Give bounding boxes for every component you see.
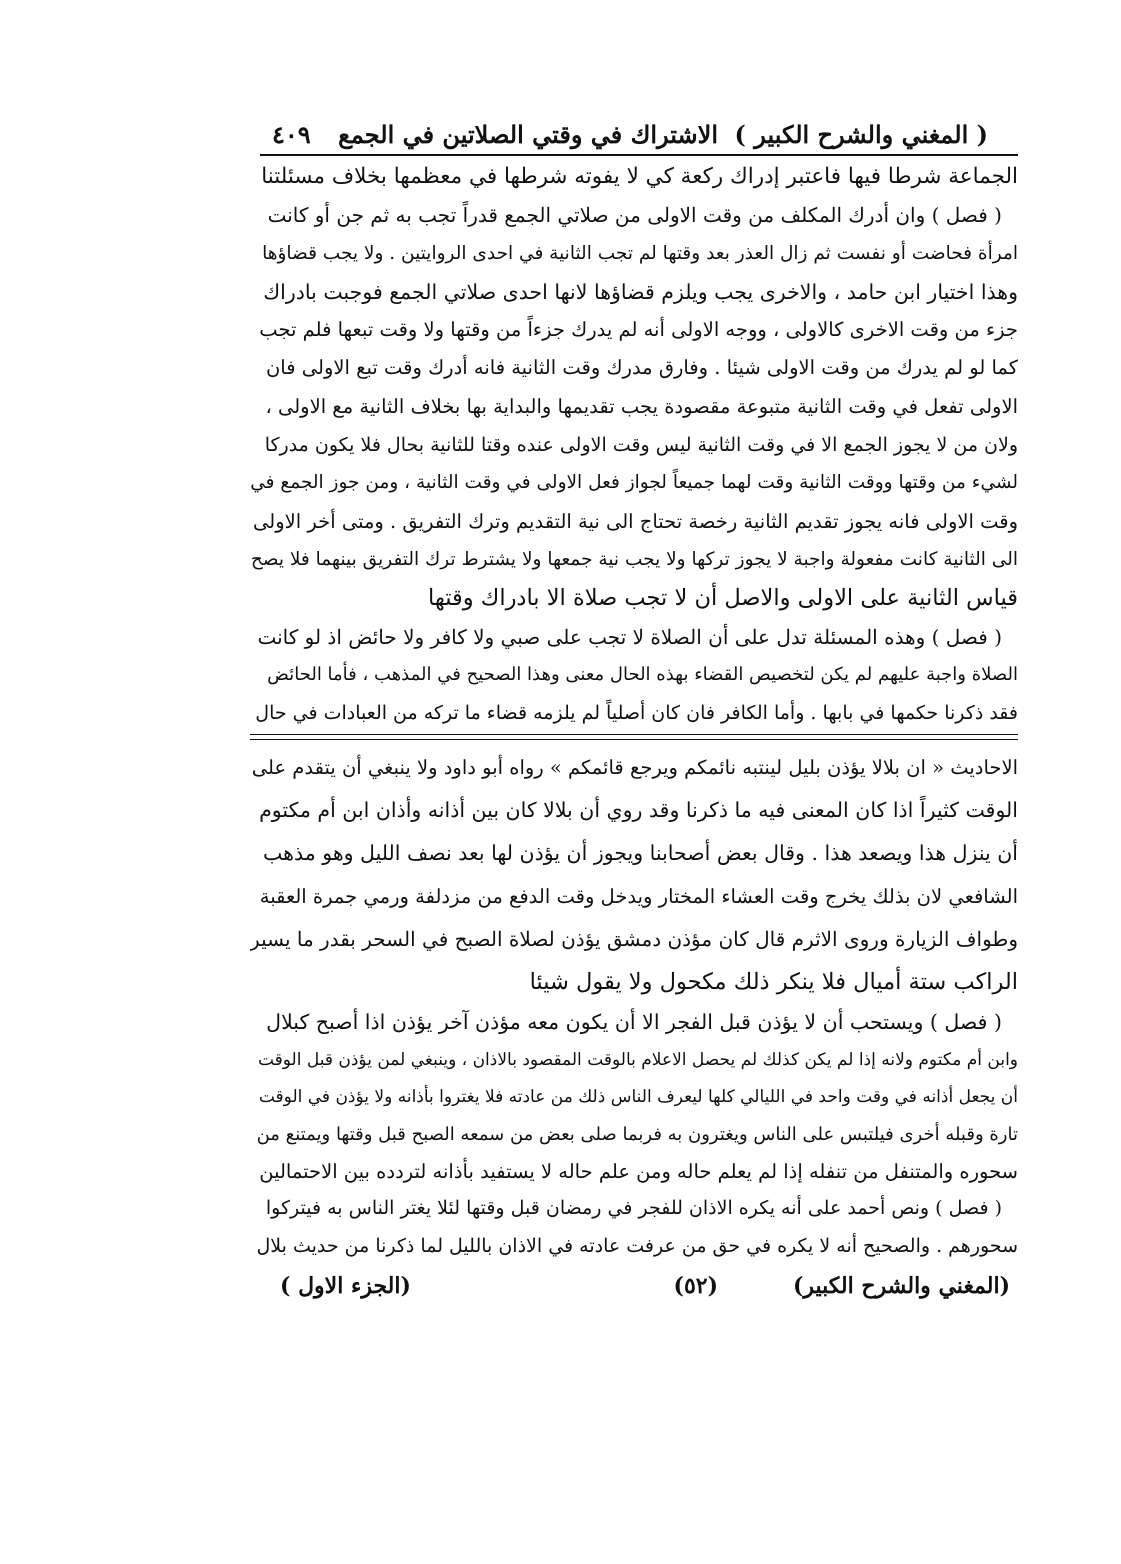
main-text-line: الصلاة واجبة عليهم لم يكن لتخصيص القضاء بهذه الحال معنى وهذا الصحيح في المذهب ، فأما الحائض bbox=[267, 663, 1018, 685]
commentary-text bbox=[250, 746, 1018, 1264]
footer-book-title: (المغني والشرح الكبير) bbox=[792, 1272, 1010, 1299]
main-text-line: قياس الثانية على الاولى والاصل أن لا تجب صلاة الا بادراك وقتها bbox=[427, 585, 1018, 612]
page-header bbox=[250, 118, 1018, 158]
header-page-number: ٤٠٩ bbox=[272, 120, 311, 149]
book-page bbox=[250, 118, 1018, 1309]
main-text-line: جزء من وقت الاخرى كالاولى ، ووجه الاولى أنه لم يدرك جزءاً من وقتها ولا وقت تبعها فلم تجب bbox=[259, 318, 1018, 342]
header-book-title: ( المغني والشرح الكبير ) bbox=[734, 120, 988, 149]
commentary-text-line: الاحاديث « ان بلالا يؤذن بليل لينتبه نائمكم ويرجع قائمكم » رواه أبو داود ولا ينبغي أن يتقدم على bbox=[251, 756, 1018, 780]
main-text-line: كما لو لم يدرك من وقت الاولى شيئا . وفارق مدرك وقت الثانية فانه أدرك وقت تبع الاولى فان bbox=[265, 356, 1018, 380]
main-text-line: ولان من لا يجوز الجمع الا في وقت الثانية ليس وقت الاولى عنده وقتا للثانية بحال فلا يكون مدركا bbox=[264, 434, 1018, 457]
main-text-line: لشيء من وقتها ووقت الثانية وقت لهما جميعاً لجواز فعل الاولى في وقت الثانية ، ومن جوز الجمع في bbox=[250, 472, 1018, 494]
main-text-line: ( فصل ) وهذه المسئلة تدل على أن الصلاة لا تجب على صبي ولا كافر ولا حائض اذ لو كانت bbox=[257, 624, 1002, 649]
main-text-line: امرأة فحاضت أو نفست ثم زال العذر بعد وقتها لم تجب الثانية في احدى الروايتين . ولا يجب قضاؤها bbox=[262, 242, 1018, 264]
footer-page-number: (٥٢) bbox=[673, 1272, 718, 1299]
commentary-text-line: ( فصل ) ويستحب أن لا يؤذن قبل الفجر الا أن يكون معه مؤذن آخر يؤذن اذا أصبح كبلال bbox=[266, 1010, 1002, 1035]
commentary-text-line: أن ينزل هذا ويصعد هذا . وقال بعض أصحابنا ويجوز أن يؤذن لها بعد نصف الليل وهو مذهب bbox=[263, 841, 1018, 866]
commentary-text-line: ( فصل ) ونص أحمد على أنه يكره الاذان للفجر في رمضان قبل وقتها لئلا يغتر الناس به فيتركوا bbox=[265, 1197, 1002, 1220]
header-rule bbox=[260, 154, 1018, 156]
commentary-text-line: سحورهم . والصحيح أنه لا يكره في حق من عرفت عادته في الاذان بالليل لما ذكرنا من حديث بلال bbox=[256, 1234, 1018, 1257]
header-section-title: الاشتراك في وقتي الصلاتين في الجمع bbox=[338, 120, 718, 149]
main-text-line: الجماعة شرطا فيها فاعتبر إدراك ركعة كي لا يفوته شرطها في معظمها بخلاف مسئلتنا bbox=[261, 164, 1018, 189]
commentary-text-line: وابن أم مكتوم ولانه إذا لم يكن كذلك لم يحصل الاعلام بالوقت المقصود بالاذان ، وينبغي لمن يؤذن قبل الوقت bbox=[257, 1049, 1018, 1070]
main-text-line: وقت الاولى فانه يجوز تقديم الثانية رخصة تحتاج الى نية التقديم وترك التفريق . ومتى أخر الاولى bbox=[253, 509, 1018, 533]
commentary-text-line: أن يجعل أذانه في وقت واحد في الليالي كلها ليعرف الناس ذلك من عادته فلا يغتروا بأذانه ولا يؤذن في الوقت bbox=[258, 1086, 1018, 1107]
main-text bbox=[250, 158, 1018, 732]
main-text-line: فقد ذكرنا حكمها في بابها . وأما الكافر فان كان أصلياً لم يلزمه قضاء ما تركه من العبادات في حال bbox=[255, 702, 1018, 725]
commentary-text-line: الوقت كثيراً اذا كان المعنى فيه ما ذكرنا وقد روي أن بلالا كان بين أذانه وأذان ابن أم مكتوم bbox=[259, 798, 1018, 823]
main-text-line: الى الثانية كانت مفعولة واجبة لا يجوز تركها ولا يجب نية جمعها ولا يشترط ترك التفريق بينهما فلا يصح bbox=[250, 548, 1018, 570]
commentary-text-line: الشافعي لان بذلك يخرج وقت العشاء المختار ويدخل وقت الدفع من مزدلفة ورمي جمرة العقبة bbox=[259, 885, 1018, 909]
commentary-text-line: تارة وقبله أخرى فيلتبس على الناس ويغترون به فربما صلى بعض من سمعه الصبح قبل وقتها ويمتنع من bbox=[256, 1124, 1018, 1146]
main-text-line: وهذا اختيار ابن حامد ، والاخرى يجب ويلزم قضاؤها لانها احدى صلاتي الجمع فوجبت بادراك bbox=[263, 279, 1018, 304]
main-text-line: الاولى تفعل في وقت الثانية متبوعة مقصودة يجب تقديمها والبداية بها بخلاف الثانية مع الاولى ، bbox=[265, 394, 1018, 418]
page-footer bbox=[250, 1269, 1018, 1309]
commentary-text-line: وطواف الزيارة وروى الاثرم قال كان مؤذن دمشق يؤذن لصلاة الصبح في السحر بقدر ما يسير bbox=[250, 927, 1018, 952]
commentary-text-line: سحوره والمتنفل من تنفله إذا لم يعلم حاله ومن علم حاله لا يستفيد بأذانه لتردده بين الاحتمالين bbox=[259, 1160, 1018, 1184]
commentary-text-line: الراكب ستة أميال فلا ينكر ذلك مكحول ولا يقول شيئا bbox=[529, 969, 1018, 996]
main-text-line: ( فصل ) وان أدرك المكلف من وقت الاولى من صلاتي الجمع قدراً تجب به ثم جن أو كانت bbox=[267, 203, 1002, 228]
footer-volume: (الجزء الاول ) bbox=[280, 1272, 411, 1299]
section-divider bbox=[250, 732, 1018, 746]
